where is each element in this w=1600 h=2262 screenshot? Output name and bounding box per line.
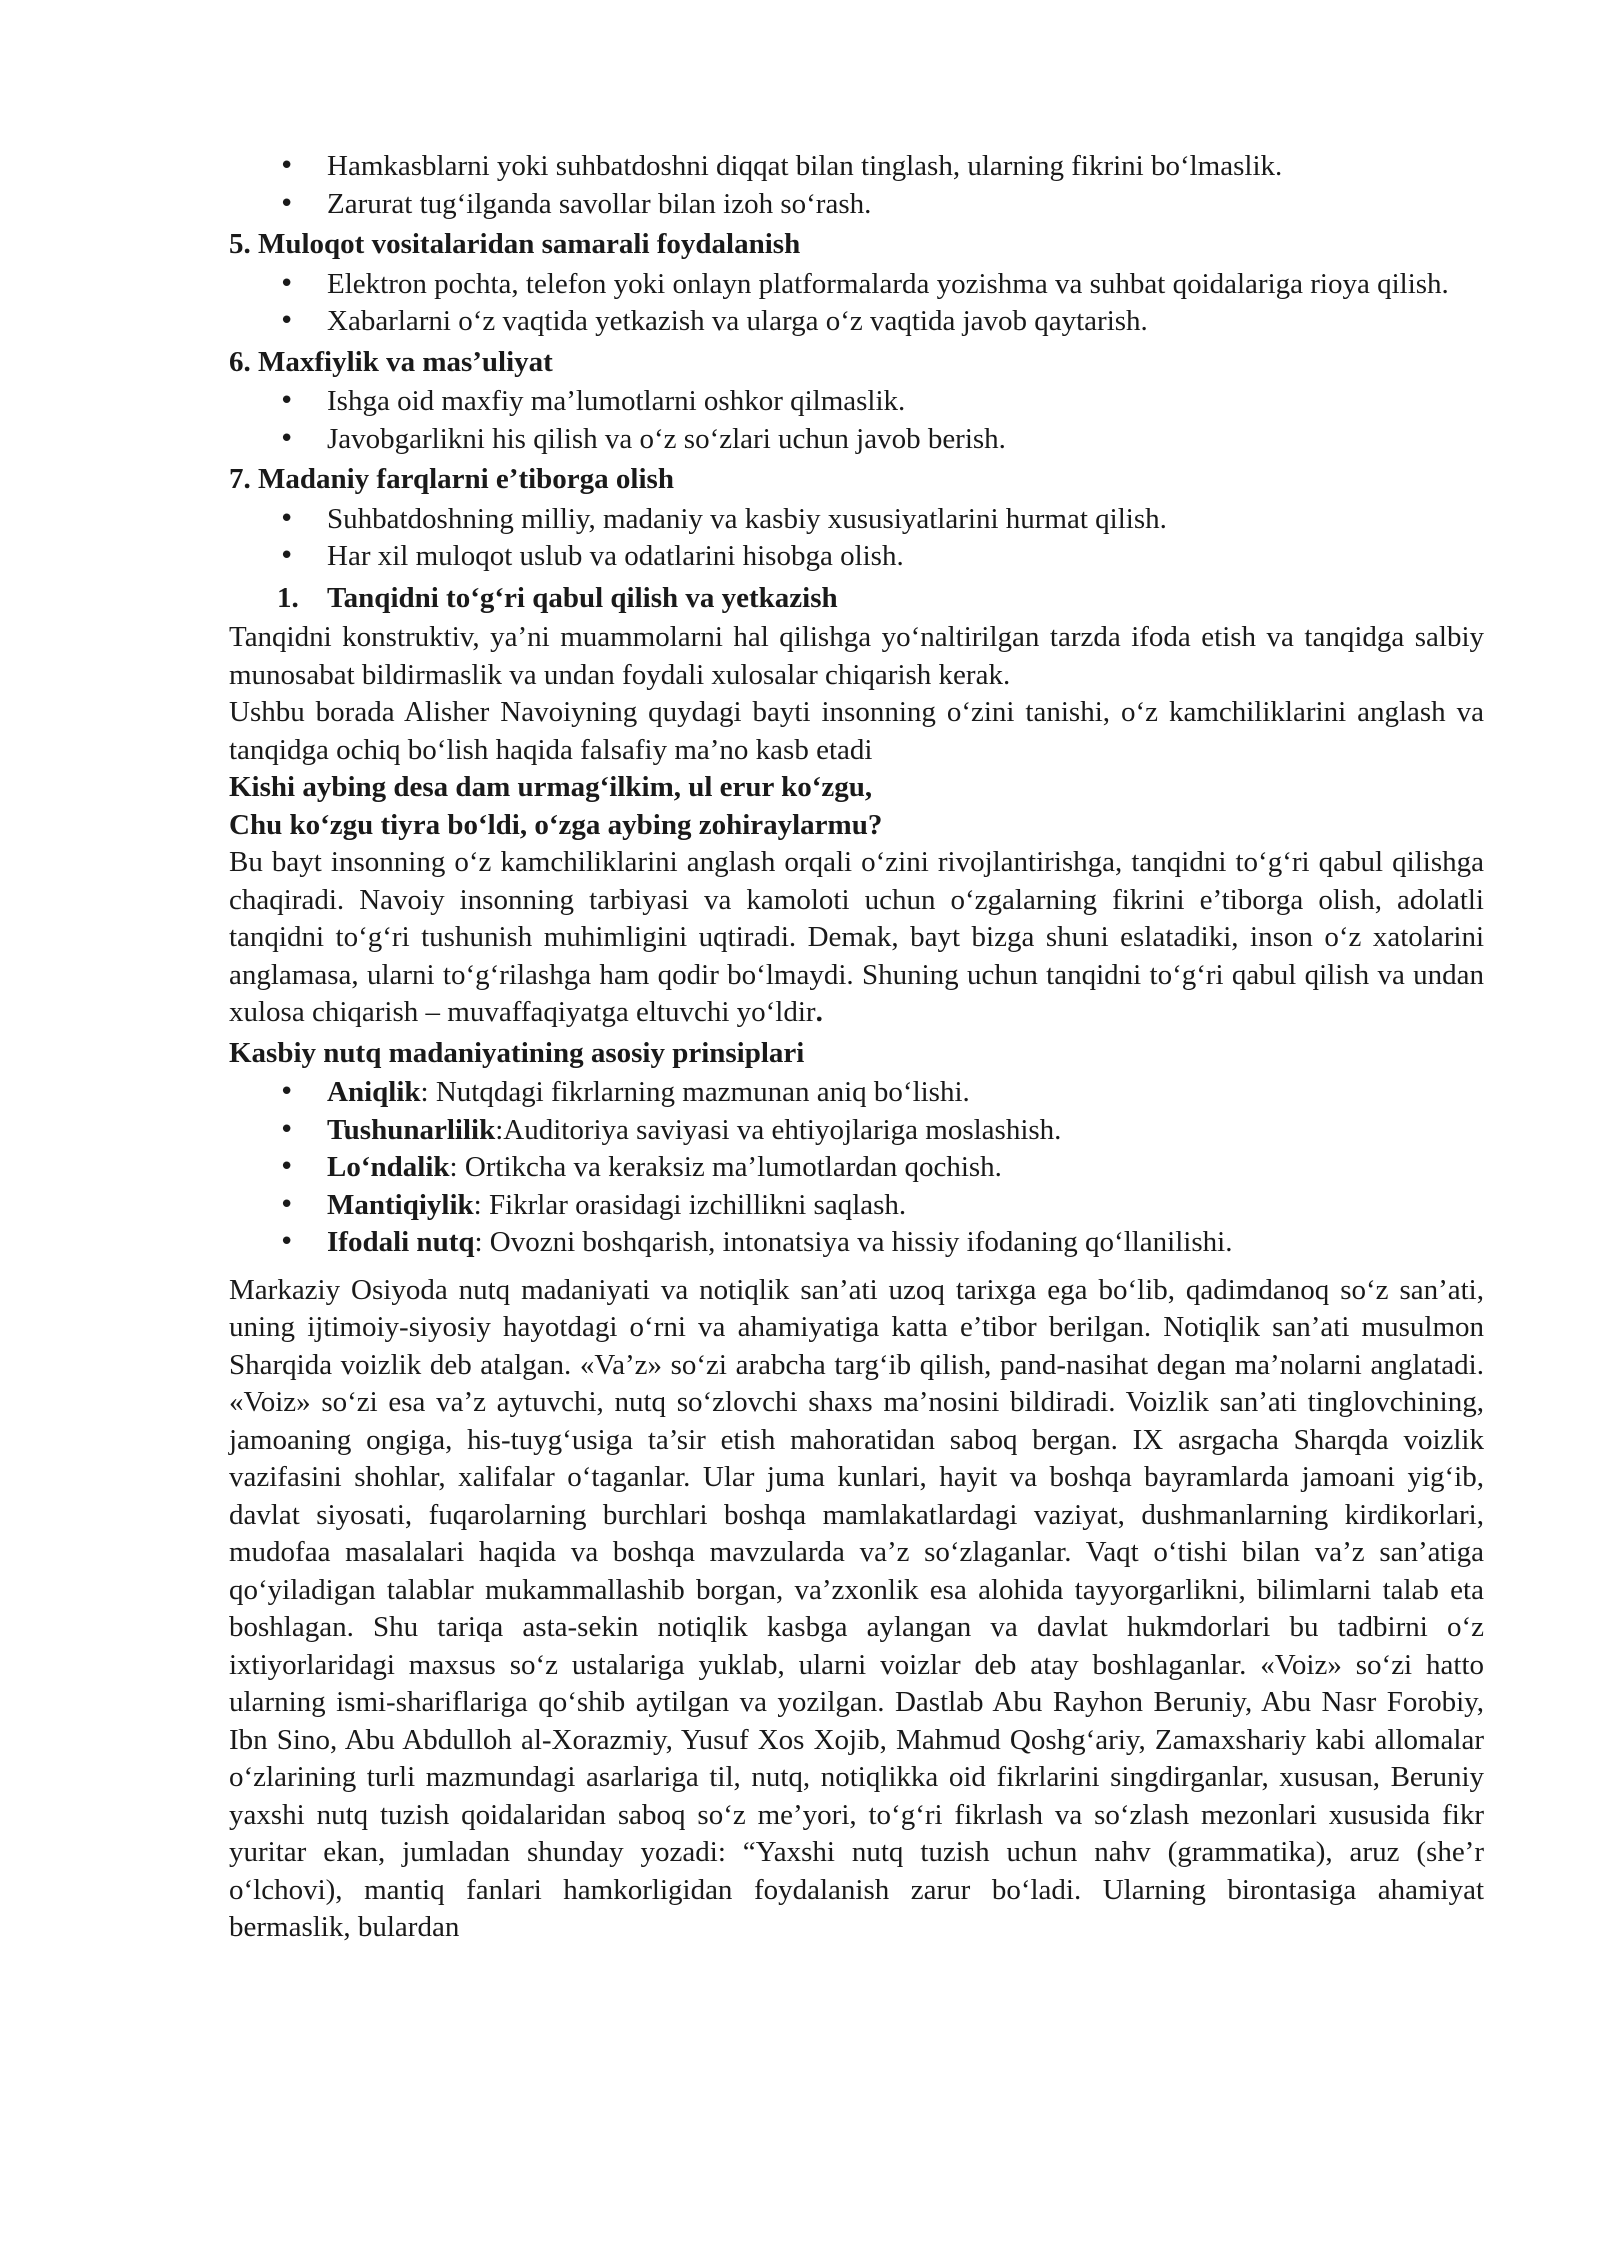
- list-item: • Mantiqiylik: Fikrlar orasidagi izchillikni saqlash.: [229, 1187, 1484, 1225]
- list-item: • Ifodali nutq: Ovozni boshqarish, intonatsiya va hissiy ifodaning qo‘llanilishi.: [229, 1224, 1484, 1262]
- principles-list: [229, 1074, 1484, 1262]
- section-6-bullet-list: [229, 383, 1484, 458]
- bullet-icon: •: [279, 1152, 295, 1182]
- list-item: • Javobgarlikni his qilish va o‘z so‘zlari uchun javob berish.: [229, 421, 1484, 459]
- section-7-heading: 7. Madaniy farqlarni e’tiborga olish: [229, 463, 674, 495]
- section-5-heading: 5. Muloqot vositalaridan samarali foydalanish: [229, 228, 801, 260]
- bullet-icon: •: [279, 188, 295, 219]
- document-page: [229, 148, 1484, 1947]
- section-5-bullet-list: [229, 266, 1484, 341]
- list-item: • Tushunarlilik:Auditoriya saviyasi va ehtiyojlariga moslashish.: [229, 1112, 1484, 1150]
- bullet-icon: •: [279, 541, 295, 571]
- bullet-icon: •: [279, 1077, 295, 1107]
- poem-line-1: Kishi aybing desa dam urmag‘ilkim, ul erur ko‘zgu,: [229, 771, 873, 803]
- bullet-icon: •: [279, 1189, 295, 1220]
- bullet-icon: •: [279, 386, 295, 416]
- bullet-icon: •: [279, 423, 295, 454]
- paragraph-oratory-history: Markaziy Osiyoda nutq madaniyati va notiqlik san’ati uzoq tarixga ega bo‘lib, qadimdanoq so‘z san’ati, uning ijtimoiy-siyosiy hayotdagi o‘rni va ahamiyatiga katta e’tibor berilgan. Notiqlik san’ati musulmon Sharqida voizlik deb atalgan. «Va’z» so‘zi arabcha targ‘ib qilish, pand-nasihat degan ma’nolarni anglatadi. «Voiz» so‘zi esa va’z aytuvchi, nutq so‘zlovchi shaxs ma’nosini bildiradi. Voizlik san’ati tinglovchining, jamoaning ongiga, his-tuyg‘usiga ta’sir etish mahoratidan saboq bergan. IX asrgacha Sharqda voizlik vazifasini shohlar, xalifalar o‘taganlar. Ular juma kunlari, hayit va boshqa bayramlarda jamoani yig‘ib, davlat siyosati, fuqarolarning burchlari boshqa mamlakatlardagi vaziyat, dushmanlarning kirdikorlari, mudofaa masalalari haqida va boshqa mavzularda va’z so‘zlaganlar. Vaqt o‘tishi bilan va’z san’atiga qo‘yiladigan talablar mukammallashib borgan, va’zxonlik esa alohida tayyorgarlikni, bilimlarni talab eta boshlagan. Shu tariqa asta-sekin notiqlik kasbga aylangan va davlat hukmdorlari bu tadbirni o‘z ixtiyorlaridagi maxsus so‘z ustalariga yuklab, ularni voizlar deb atay boshlaganlar. «Voiz» so‘zi hatto ularning ismi-shariflariga qo‘shib aytilgan va yozilgan. Dastlab Abu Rayhon Beruniy, Abu Nasr Forobiy, Ibn Sino, Abu Abdulloh al-Xorazmiy, Yusuf Xos Xojib, Mahmud Qoshg‘ariy, Zamaxshariy kabi allomalar o‘zlarining turli mazmundagi asarlariga til, nutq, notiqlikka oid fikrlarini singdirganlar, xususan, Beruniy yaxshi nutq tuzish qoidalaridan saboq so‘z me’yori, to‘g‘ri fikrlash va so‘zlash mezonlari xususida fikr yuritar ekan, jumladan shunday yozadi: “Yaxshi nutq tuzish uchun nahv (grammatika), aruz (she’r o‘lchovi), mantiq fanlari hamkorligidan foydalanish zarur bo‘ladi. Ularning birontasiga ahamiyat bermaslik, bulardan: [229, 1273, 1484, 1943]
- paragraph-navoi-intro: Ushbu borada Alisher Navoiyning quydagi bayti insonning o‘zini tanishi, o‘z kamchiliklarini anglash va tanqidga ochiq bo‘lish haqida falsafiy ma’no kasb etadi: [229, 696, 1484, 766]
- bullet-icon: •: [279, 1227, 295, 1257]
- bullet-icon: •: [279, 268, 295, 299]
- list-item: • Lo‘ndalik: Ortikcha va keraksiz ma’lumotlardan qochish.: [229, 1149, 1484, 1187]
- paragraph-critique: Tanqidni konstruktiv, ya’ni muammolarni hal qilishga yo‘naltirilgan tarzda ifoda etish va tanqidga salbiy munosabat bildirmaslik va undan foydali xulosalar chiqarish kerak.: [229, 621, 1484, 691]
- poem-line-2: Chu ko‘zgu tiyra bo‘ldi, o‘zga aybing zohiraylarmu?: [229, 808, 883, 841]
- subheading-title: Tanqidni to‘g‘ri qabul qilish va yetkazish: [327, 581, 838, 614]
- critique-subheading: [229, 580, 1484, 618]
- bullet-icon: •: [279, 503, 295, 534]
- bullet-icon: •: [279, 151, 295, 181]
- bullet-icon: •: [279, 1114, 295, 1145]
- list-item: • Aniqlik: Nutqdagi fikrlarning mazmunan aniq bo‘lishi.: [229, 1074, 1484, 1112]
- list-item: • Xabarlarni o‘z vaqtida yetkazish va ularga o‘z vaqtida javob qaytarish.: [229, 303, 1484, 341]
- principles-heading: Kasbiy nutq madaniyatining asosiy prinsiplari: [229, 1036, 805, 1069]
- paragraph-poem-commentary: Bu bayt insonning o‘z kamchiliklarini anglash orqali o‘zini rivojlantirishga, tanqidni to‘g‘ri qabul qilishga chaqiradi. Navoiy insonning tarbiyasi va kamoloti uchun o‘zgalarning fikrini e’tiborga olish, adolatli tanqidni to‘g‘ri tushunish muhimligini uqtiradi. Demak, bayt bizga shuni eslatadiki, inson o‘z xatolarini anglamasa, ularni to‘g‘rilashga ham qodir bo‘lmaydi. Shuning uchun tanqidni to‘g‘ri qabul qilish va undan xulosa chiqarish – muvaffaqiyatga eltuvchi yo‘ldir.: [229, 846, 1484, 1028]
- subheading-number: 1.: [277, 581, 299, 614]
- list-item: • Suhbatdoshning milliy, madaniy va kasbiy xususiyatlarini hurmat qilish.: [229, 501, 1484, 539]
- intro-bullet-list: [229, 148, 1484, 223]
- list-item: • Ishga oid maxfiy ma’lumotlarni oshkor qilmaslik.: [229, 383, 1484, 421]
- list-item: • Zarurat tug‘ilganda savollar bilan izoh so‘rash.: [229, 186, 1484, 224]
- section-7-bullet-list: [229, 501, 1484, 576]
- list-item: • Hamkasblarni yoki suhbatdoshni diqqat bilan tinglash, ularning fikrini bo‘lmaslik.: [229, 148, 1484, 186]
- section-6-heading: 6. Maxfiylik va mas’uliyat: [229, 345, 553, 378]
- list-item: • Elektron pochta, telefon yoki onlayn platformalarda yozishma va suhbat qoidalariga rioya qilish.: [229, 266, 1484, 304]
- list-item: • Har xil muloqot uslub va odatlarini hisobga olish.: [229, 538, 1484, 576]
- spacer: [229, 1262, 1484, 1272]
- bullet-icon: •: [279, 306, 295, 336]
